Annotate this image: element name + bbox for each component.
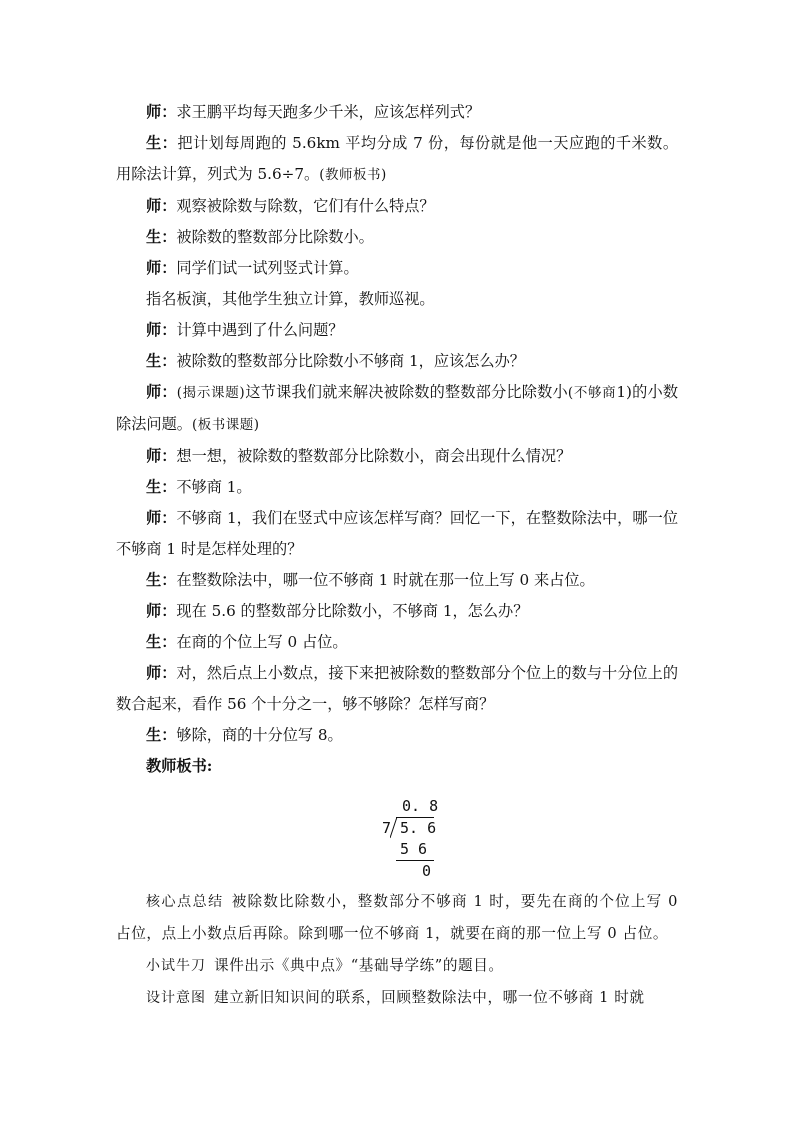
- intent-paragraph: [116, 982, 678, 1014]
- line-text: 不够商 1。: [176, 478, 252, 496]
- dialogue-line: [116, 503, 678, 565]
- summary-text: 被除数比除数小，整数部分不够商 1 时，要先在商的个位上写 0 占位，点上小数点后再除。除到哪一位不够商 1，就要在商的那一位上写 0 占位。: [116, 893, 678, 942]
- speaker-label: 师：: [146, 259, 177, 277]
- line-text: 这节课我们就来解决被除数的整数部分比除数小: [245, 383, 568, 401]
- line-text: 在商的个位上写 0 占位。: [176, 633, 348, 651]
- line-text: 不够商 1，我们在竖式中应该怎样写商？回忆一下，在整数除法中，哪一位不够商 1 时是怎样处理的？: [116, 509, 679, 558]
- line-text: 想一想，被除数的整数部分比除数小，商会出现什么情况？: [176, 447, 572, 465]
- board-note: (板书课题): [191, 417, 260, 433]
- dialogue-line: [116, 191, 678, 222]
- speaker-label: 师：: [146, 664, 177, 682]
- speaker-label: 师：: [146, 509, 177, 527]
- speaker-label: 生：: [146, 228, 177, 246]
- document-body: [116, 97, 678, 782]
- practice-text: 课件出示《典中点》“基础导学练”的题目。: [214, 957, 504, 974]
- dialogue-line: [116, 253, 678, 284]
- summary-tag: 核心点总结: [146, 894, 224, 910]
- speaker-label: 师：: [146, 383, 177, 401]
- dialogue-line: [116, 720, 678, 751]
- long-division: [376, 796, 456, 882]
- remainder: 0: [422, 862, 432, 880]
- line-text: 计算中遇到了什么问题？: [176, 321, 344, 339]
- product: 5 6: [400, 840, 428, 858]
- line-text: 被除数的整数部分比除数小不够商 1，应该怎么办？: [176, 352, 525, 370]
- dialogue-line: [116, 472, 678, 503]
- inline-note: (不够商: [567, 385, 617, 401]
- dialogue-line: [116, 658, 678, 720]
- line-text: 对，然后点上小数点，接下来把被除数的整数部分个位上的数与十分位上的数合起来，看作 56 个十分之一，够不够除？怎样写商？: [116, 664, 679, 713]
- speaker-label: 师：: [146, 602, 177, 620]
- intent-text: 建立新旧知识间的联系，回顾整数除法中，哪一位不够商 1 时就: [214, 989, 645, 1006]
- speaker-label: 生：: [146, 571, 177, 589]
- line-text: 够除，商的十分位写 8。: [176, 726, 343, 744]
- speaker-label: 师：: [146, 103, 177, 121]
- dialogue-line: [116, 565, 678, 596]
- speaker-label: 生：: [146, 134, 178, 152]
- dialogue-line: [116, 128, 678, 191]
- line-text: 在整数除法中，哪一位不够商 1 时就在那一位上写 0 来占位。: [176, 571, 595, 589]
- line-text: 指名板演，其他学生独立计算，教师巡视。: [146, 290, 435, 308]
- line-text: 观察被除数与除数，它们有什么特点？: [176, 197, 435, 215]
- practice-tag: 小试牛刀: [146, 958, 206, 974]
- lesson-note: (揭示课题): [176, 385, 246, 401]
- board-title: 教师板书:: [146, 757, 213, 775]
- line-text: 1)的小数除法问题。: [116, 383, 679, 433]
- dialogue-line: [116, 377, 678, 441]
- narration-line: [116, 284, 678, 315]
- dialogue-line: [116, 627, 678, 658]
- speaker-label: 生：: [146, 352, 177, 370]
- division-bracket: [390, 817, 400, 839]
- summary-paragraph: [116, 886, 678, 950]
- dialogue-line: [116, 596, 678, 627]
- speaker-label: 生：: [146, 726, 177, 744]
- speaker-label: 师：: [146, 321, 177, 339]
- line-text: 把计划每周跑的 5.6km 平均分成 7 份，每份就是他一天应跑的千米数。用除法计算，列式为 5.6÷7。: [116, 134, 679, 183]
- line-text: 同学们试一试列竖式计算。: [176, 259, 359, 277]
- quotient: 0. 8: [402, 797, 439, 815]
- notes-section: [116, 886, 678, 1014]
- dialogue-line: [116, 222, 678, 253]
- dialogue-line: [116, 97, 678, 128]
- dialogue-line: [116, 346, 678, 377]
- speaker-label: 师：: [146, 197, 177, 215]
- line-text: 现在 5.6 的整数部分比除数小，不够商 1，怎么办？: [176, 602, 529, 620]
- dividend: 5. 6: [400, 819, 437, 837]
- dialogue-line: [116, 315, 678, 346]
- speaker-label: 师：: [146, 447, 177, 465]
- practice-paragraph: [116, 950, 678, 982]
- board-note: (教师板书): [319, 167, 387, 183]
- line-text: 求王鹏平均每天跑多少千米，应该怎样列式？: [176, 103, 481, 121]
- speaker-label: 生：: [146, 478, 177, 496]
- line-text: 被除数的整数部分比除数小。: [176, 228, 374, 246]
- speaker-label: 生：: [146, 633, 177, 651]
- divisor: 7: [382, 819, 392, 837]
- intent-tag: 设计意图: [146, 990, 206, 1006]
- dialogue-line: [116, 441, 678, 472]
